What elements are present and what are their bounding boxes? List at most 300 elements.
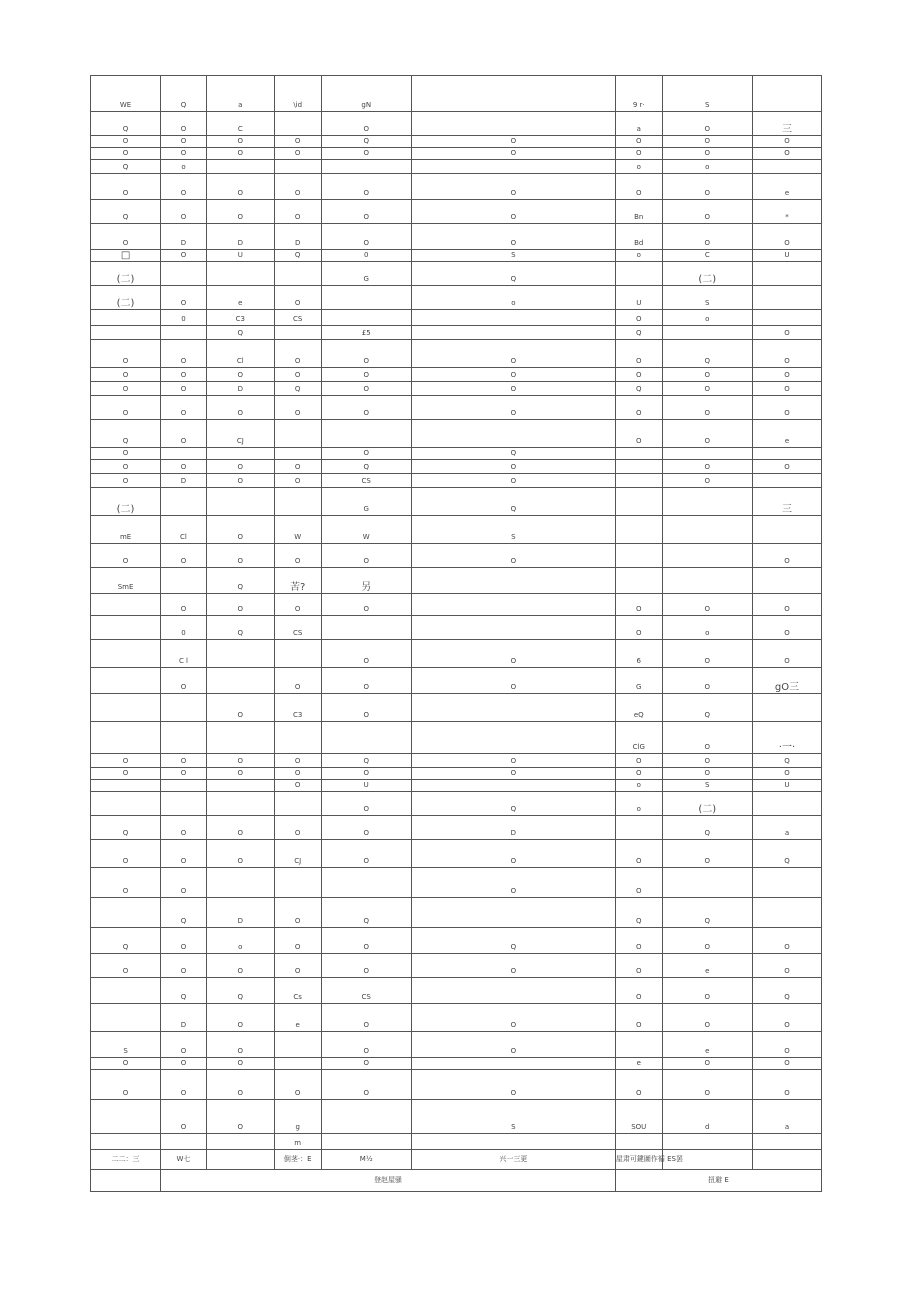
table-cell: C3 xyxy=(274,694,321,722)
table-cell xyxy=(91,780,161,792)
table-cell: O xyxy=(615,978,662,1004)
table-cell: CS xyxy=(321,978,411,1004)
table-cell: O xyxy=(615,768,662,780)
ledger-body xyxy=(91,76,822,1192)
table-cell: O xyxy=(161,594,207,616)
table-cell: O xyxy=(615,928,662,954)
table-cell: O xyxy=(411,396,615,420)
table-cell xyxy=(752,516,821,544)
table-cell: O xyxy=(411,954,615,978)
table-cell: O xyxy=(206,460,274,474)
header-cell xyxy=(752,76,821,112)
table-cell: O xyxy=(206,148,274,160)
table-cell: O xyxy=(91,1070,161,1100)
table-cell: O xyxy=(161,148,207,160)
table-cell: O xyxy=(411,368,615,382)
footer-center-label: 登赵屋骚 xyxy=(161,1170,616,1192)
table-cell xyxy=(206,640,274,668)
footer-cell: 屋肃可鍵圖作循 ES罢 xyxy=(615,1150,662,1170)
table-cell: S xyxy=(91,1032,161,1058)
table-row xyxy=(91,840,822,868)
table-cell: D xyxy=(274,224,321,250)
table-cell: O xyxy=(615,594,662,616)
table-row xyxy=(91,768,822,780)
table-row xyxy=(91,460,822,474)
table-row xyxy=(91,978,822,1004)
table-cell: o xyxy=(161,160,207,174)
table-cell: O xyxy=(206,954,274,978)
table-cell: O xyxy=(662,928,752,954)
table-cell: O xyxy=(161,754,207,768)
table-cell: O xyxy=(662,474,752,488)
table-cell: U xyxy=(752,780,821,792)
table-cell: Q xyxy=(91,928,161,954)
table-cell: O xyxy=(411,1032,615,1058)
table-cell: Q xyxy=(615,382,662,396)
table-cell: O xyxy=(274,898,321,928)
table-cell: Q xyxy=(91,200,161,224)
table-cell: o xyxy=(662,616,752,640)
table-cell: O xyxy=(615,310,662,326)
table-cell xyxy=(321,160,411,174)
table-cell xyxy=(321,616,411,640)
table-cell: O xyxy=(161,368,207,382)
table-cell: O xyxy=(91,224,161,250)
table-cell xyxy=(662,568,752,594)
table-cell: O xyxy=(662,1070,752,1100)
table-cell xyxy=(321,868,411,898)
table-cell: O xyxy=(321,368,411,382)
footer-row-2 xyxy=(91,1170,822,1192)
table-cell: O xyxy=(206,1004,274,1032)
table-cell: O xyxy=(274,340,321,368)
table-cell: Q xyxy=(91,112,161,136)
table-cell xyxy=(615,460,662,474)
table-cell: O xyxy=(161,1032,207,1058)
table-cell: G xyxy=(321,488,411,516)
table-cell: O xyxy=(411,840,615,868)
table-cell: O xyxy=(274,768,321,780)
table-row xyxy=(91,488,822,516)
table-cell: O xyxy=(91,148,161,160)
table-cell: O xyxy=(206,174,274,200)
table-cell: o xyxy=(615,792,662,816)
table-cell: O xyxy=(411,868,615,898)
table-row xyxy=(91,954,822,978)
table-cell xyxy=(91,668,161,694)
table-cell: O xyxy=(321,148,411,160)
table-cell: O xyxy=(274,544,321,568)
table-cell: O xyxy=(161,460,207,474)
table-row xyxy=(91,1070,822,1100)
table-cell: e xyxy=(206,286,274,310)
table-cell xyxy=(274,868,321,898)
table-cell: O xyxy=(91,460,161,474)
table-cell xyxy=(274,420,321,448)
table-cell: O xyxy=(206,1032,274,1058)
table-cell: O xyxy=(206,840,274,868)
table-cell xyxy=(411,978,615,1004)
table-cell: O xyxy=(274,780,321,792)
table-cell xyxy=(274,326,321,340)
table-row xyxy=(91,396,822,420)
table-cell: Q xyxy=(411,448,615,460)
table-cell: CS xyxy=(274,310,321,326)
table-cell: eQ xyxy=(615,694,662,722)
table-cell: O xyxy=(321,694,411,722)
table-cell: O xyxy=(662,594,752,616)
table-cell: O xyxy=(321,174,411,200)
table-cell: O xyxy=(161,544,207,568)
table-cell xyxy=(411,112,615,136)
table-cell: O xyxy=(206,694,274,722)
table-cell: e xyxy=(615,1058,662,1070)
table-cell xyxy=(161,448,207,460)
table-cell: O xyxy=(274,474,321,488)
table-cell xyxy=(615,262,662,286)
table-cell: o xyxy=(662,160,752,174)
table-row xyxy=(91,200,822,224)
table-cell: O xyxy=(274,174,321,200)
table-cell: U xyxy=(615,286,662,310)
table-cell xyxy=(615,544,662,568)
table-cell: ·一· xyxy=(752,722,821,754)
table-cell: O xyxy=(615,616,662,640)
table-row xyxy=(91,594,822,616)
table-cell: O xyxy=(206,816,274,840)
table-cell: O xyxy=(274,594,321,616)
table-cell: O xyxy=(91,474,161,488)
table-row xyxy=(91,898,822,928)
table-cell: O xyxy=(161,200,207,224)
table-cell: O xyxy=(91,954,161,978)
table-cell: O xyxy=(662,112,752,136)
table-cell: O xyxy=(752,768,821,780)
table-cell: U xyxy=(752,250,821,262)
table-cell xyxy=(161,262,207,286)
table-cell xyxy=(91,694,161,722)
table-cell xyxy=(752,568,821,594)
table-cell: O xyxy=(161,286,207,310)
table-cell: Cl xyxy=(206,340,274,368)
table-cell: O xyxy=(615,136,662,148)
table-cell: O xyxy=(274,460,321,474)
table-cell: O xyxy=(161,1070,207,1100)
table-cell xyxy=(411,1058,615,1070)
table-cell xyxy=(206,668,274,694)
table-cell: a xyxy=(615,112,662,136)
table-cell: 6 xyxy=(615,640,662,668)
table-cell: O xyxy=(752,326,821,340)
table-cell: O xyxy=(161,868,207,898)
table-cell: Q xyxy=(206,568,274,594)
table-cell xyxy=(662,326,752,340)
table-cell: O xyxy=(274,954,321,978)
table-cell: SOU xyxy=(615,1100,662,1134)
table-cell: O xyxy=(662,396,752,420)
table-cell: O xyxy=(411,1070,615,1100)
table-cell xyxy=(161,694,207,722)
table-cell xyxy=(91,1004,161,1032)
table-row xyxy=(91,368,822,382)
table-cell: D xyxy=(206,898,274,928)
table-cell xyxy=(662,868,752,898)
table-cell xyxy=(615,448,662,460)
table-cell: O xyxy=(752,368,821,382)
header-cell xyxy=(411,76,615,112)
table-cell: O xyxy=(411,544,615,568)
header-cell: S xyxy=(662,76,752,112)
table-row xyxy=(91,136,822,148)
table-cell: Q xyxy=(411,488,615,516)
footer-blank xyxy=(91,1170,161,1192)
table-cell xyxy=(161,780,207,792)
table-row xyxy=(91,1100,822,1134)
table-cell xyxy=(321,286,411,310)
table-cell: O xyxy=(752,1004,821,1032)
table-cell: O xyxy=(161,136,207,148)
table-row xyxy=(91,516,822,544)
table-cell: O xyxy=(752,396,821,420)
table-cell: Q xyxy=(615,898,662,928)
table-cell: O xyxy=(411,174,615,200)
table-cell: O xyxy=(321,112,411,136)
table-cell: O xyxy=(206,1100,274,1134)
table-cell: C xyxy=(206,112,274,136)
table-cell: O xyxy=(321,954,411,978)
table-cell: O xyxy=(321,594,411,616)
table-cell xyxy=(274,262,321,286)
table-cell: O xyxy=(321,200,411,224)
table-cell: Q xyxy=(91,816,161,840)
table-cell: Q xyxy=(752,754,821,768)
table-cell: O xyxy=(411,460,615,474)
table-cell xyxy=(91,792,161,816)
table-cell: g xyxy=(274,1100,321,1134)
table-cell: Q xyxy=(411,928,615,954)
table-cell xyxy=(752,262,821,286)
table-cell: O xyxy=(206,396,274,420)
table-cell: O xyxy=(91,754,161,768)
table-cell xyxy=(161,488,207,516)
table-cell: CS xyxy=(321,474,411,488)
table-cell: O xyxy=(662,840,752,868)
table-cell xyxy=(274,1058,321,1070)
header-cell: gN xyxy=(321,76,411,112)
table-cell: O xyxy=(91,840,161,868)
table-cell: O xyxy=(206,200,274,224)
table-cell xyxy=(91,310,161,326)
table-cell xyxy=(206,792,274,816)
table-cell: O xyxy=(662,1058,752,1070)
table-cell: e xyxy=(752,420,821,448)
table-cell xyxy=(206,1134,274,1150)
table-row xyxy=(91,148,822,160)
table-cell: o xyxy=(411,286,615,310)
table-cell xyxy=(91,722,161,754)
table-cell: O xyxy=(206,594,274,616)
table-cell: O xyxy=(752,928,821,954)
table-cell: O xyxy=(161,382,207,396)
table-cell: 三 xyxy=(752,488,821,516)
table-cell: O xyxy=(321,668,411,694)
table-cell xyxy=(161,326,207,340)
table-cell xyxy=(411,568,615,594)
table-cell xyxy=(91,1100,161,1134)
table-cell xyxy=(321,1134,411,1150)
table-cell: O xyxy=(752,954,821,978)
table-cell: O xyxy=(662,768,752,780)
table-cell: O xyxy=(615,868,662,898)
table-cell: Q xyxy=(662,694,752,722)
table-cell: O xyxy=(274,1070,321,1100)
table-cell: O xyxy=(206,474,274,488)
table-cell: O xyxy=(662,722,752,754)
table-cell: O xyxy=(752,544,821,568)
table-cell xyxy=(321,310,411,326)
table-cell: (二) xyxy=(91,286,161,310)
table-cell: O xyxy=(274,928,321,954)
table-cell: Q xyxy=(274,382,321,396)
footer-cell: 兴一三更 xyxy=(411,1150,615,1170)
table-cell xyxy=(411,616,615,640)
table-cell: CJ xyxy=(206,420,274,448)
table-cell xyxy=(411,898,615,928)
table-cell xyxy=(274,160,321,174)
table-cell: O xyxy=(662,368,752,382)
table-cell: O xyxy=(321,640,411,668)
table-cell xyxy=(411,326,615,340)
table-cell: S xyxy=(662,286,752,310)
table-cell: O xyxy=(321,816,411,840)
table-cell: CJ xyxy=(274,840,321,868)
table-cell: Q xyxy=(752,840,821,868)
table-cell xyxy=(91,1134,161,1150)
table-row xyxy=(91,326,822,340)
table-cell: O xyxy=(91,768,161,780)
table-cell xyxy=(411,310,615,326)
table-cell: O xyxy=(615,148,662,160)
table-cell xyxy=(615,474,662,488)
table-cell: O xyxy=(91,340,161,368)
table-cell xyxy=(91,640,161,668)
table-cell: O xyxy=(752,148,821,160)
table-cell: o xyxy=(206,928,274,954)
table-cell: O xyxy=(321,1058,411,1070)
table-cell: O xyxy=(662,224,752,250)
table-row xyxy=(91,868,822,898)
table-cell xyxy=(206,448,274,460)
table-row xyxy=(91,174,822,200)
table-cell xyxy=(752,448,821,460)
table-cell: O xyxy=(206,1070,274,1100)
footer-cell: M½ xyxy=(321,1150,411,1170)
table-cell: O xyxy=(662,668,752,694)
table-cell: O xyxy=(615,1004,662,1032)
table-cell xyxy=(206,780,274,792)
table-cell xyxy=(752,792,821,816)
table-cell: O xyxy=(752,224,821,250)
table-cell xyxy=(274,488,321,516)
table-row xyxy=(91,160,822,174)
table-cell: 0 xyxy=(161,310,207,326)
table-row xyxy=(91,694,822,722)
table-cell: O xyxy=(411,474,615,488)
table-cell: O xyxy=(161,816,207,840)
table-cell: O xyxy=(752,1032,821,1058)
table-cell xyxy=(411,160,615,174)
table-cell: O xyxy=(161,1100,207,1134)
table-cell: O xyxy=(206,136,274,148)
table-cell: O xyxy=(161,340,207,368)
table-cell: O xyxy=(411,1004,615,1032)
table-cell: e xyxy=(662,1032,752,1058)
table-cell: Q xyxy=(91,160,161,174)
table-cell: D xyxy=(161,1004,207,1032)
table-cell: o xyxy=(615,250,662,262)
table-row xyxy=(91,112,822,136)
header-cell: WE xyxy=(91,76,161,112)
table-cell: Q xyxy=(321,898,411,928)
table-cell xyxy=(274,640,321,668)
table-cell: * xyxy=(752,200,821,224)
table-cell: O xyxy=(161,1058,207,1070)
table-cell: O xyxy=(411,382,615,396)
table-row xyxy=(91,928,822,954)
table-cell xyxy=(752,694,821,722)
table-cell: O xyxy=(321,396,411,420)
table-cell: O xyxy=(662,640,752,668)
header-cell: 9 r· xyxy=(615,76,662,112)
footer-row-1 xyxy=(91,1150,822,1170)
table-cell xyxy=(91,616,161,640)
table-row xyxy=(91,310,822,326)
table-cell: C l xyxy=(161,640,207,668)
table-cell: 三 xyxy=(752,112,821,136)
table-cell xyxy=(752,898,821,928)
table-cell xyxy=(411,1134,615,1150)
table-cell xyxy=(274,448,321,460)
table-row xyxy=(91,1058,822,1070)
table-cell: (二) xyxy=(662,792,752,816)
table-cell xyxy=(662,544,752,568)
table-cell: a xyxy=(752,816,821,840)
table-row xyxy=(91,780,822,792)
table-cell: O xyxy=(752,136,821,148)
table-cell: O xyxy=(662,420,752,448)
table-cell: O xyxy=(662,978,752,1004)
header-cell: \id xyxy=(274,76,321,112)
table-row xyxy=(91,448,822,460)
table-cell xyxy=(206,488,274,516)
table-cell: Q xyxy=(411,792,615,816)
table-row xyxy=(91,544,822,568)
table-cell: O xyxy=(161,420,207,448)
table-cell: O xyxy=(615,396,662,420)
table-cell: Q xyxy=(161,898,207,928)
table-cell: O xyxy=(752,640,821,668)
table-cell: O xyxy=(615,340,662,368)
table-cell: Q xyxy=(161,978,207,1004)
table-cell: O xyxy=(161,174,207,200)
table-cell: O xyxy=(206,544,274,568)
table-cell: O xyxy=(321,544,411,568)
table-cell: O xyxy=(321,928,411,954)
table-cell xyxy=(206,160,274,174)
table-cell: O xyxy=(91,448,161,460)
table-cell: Q xyxy=(752,978,821,1004)
table-cell: e xyxy=(662,954,752,978)
